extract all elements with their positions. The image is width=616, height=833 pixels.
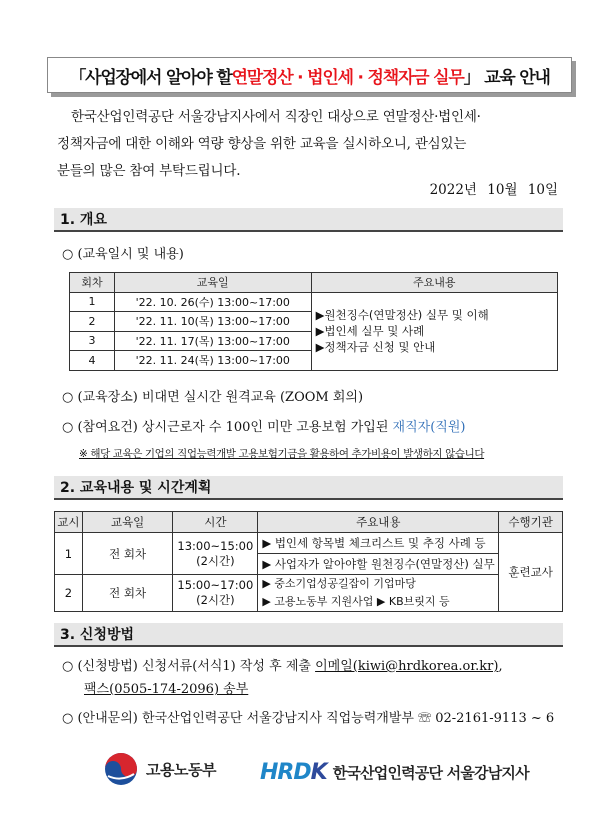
- schedule-label: ○ (교육일시 및 내용): [62, 247, 184, 262]
- apply-fax: 팩스(0505-174-2096) 송부: [84, 682, 249, 697]
- apply-text: ○ (신청방법) 신청서류(서식1) 작성 후 제출: [62, 659, 316, 674]
- header-day: 교육일: [82, 512, 173, 533]
- section-1-header: 1. 개요: [54, 208, 563, 232]
- header-content: 주요내용: [311, 273, 557, 293]
- hrdk-mark-left: HRD: [260, 760, 311, 785]
- moel-logo: [104, 752, 216, 786]
- schedule-table: [69, 272, 558, 371]
- round-date: '22. 11. 10(목) 13:00~17:00: [114, 312, 311, 332]
- content-item: ▶원천징수(연말정산) 실무 및 이해: [315, 308, 489, 322]
- time-duration: (2시간): [196, 593, 235, 607]
- table-row: [55, 575, 563, 612]
- header-time: 시간: [173, 512, 258, 533]
- agency-cell: 훈련교사: [499, 533, 563, 612]
- page-title: [47, 57, 572, 93]
- header-content: 주요내용: [258, 512, 499, 533]
- section-3-header: 3. 신청방법: [54, 623, 563, 647]
- eligibility-text: ○ (참여요건) 상시근로자 수 100인 미만 고용보험 가입된: [62, 420, 393, 435]
- section-2-header: 2. 교육내용 및 시간계획: [54, 476, 563, 500]
- period-content: [258, 533, 499, 575]
- content-item: ▶ 중소기업성공길잡이 기업마당: [262, 577, 416, 590]
- content-item: ▶법인세 실무 및 사례: [315, 324, 425, 338]
- hrdk-logo: [260, 760, 529, 785]
- period-number: 1: [55, 533, 83, 575]
- title-suffix: 」 교육 안내: [463, 67, 550, 88]
- round-date: '22. 10. 26(수) 13:00~17:00: [114, 292, 311, 312]
- intro-line-3: 분들의 많은 참여 부탁드립니다.: [57, 163, 241, 179]
- taegeuk-icon: [104, 752, 138, 786]
- content-item: ▶ 사업자가 알아야할 원천징수(연말정산) 실무: [258, 553, 498, 574]
- hrdk-mark: [260, 760, 327, 785]
- time-duration: (2시간): [196, 553, 235, 568]
- content-item: ▶정책자금 신청 및 안내: [315, 340, 436, 354]
- period-content: [258, 575, 499, 612]
- period-day: 전 회차: [82, 533, 173, 575]
- time-range: 13:00~15:00: [177, 538, 254, 553]
- round-number: 1: [70, 292, 115, 312]
- header-agency: 수행기관: [499, 512, 563, 533]
- round-number: 4: [70, 351, 115, 371]
- hrdk-mark-right: K: [310, 760, 327, 785]
- document-date: 2022년 10월 10일: [429, 182, 558, 198]
- apply-method: [62, 655, 503, 674]
- intro-line-1: 한국산업인력공단 서울강남지사에서 직장인 대상으로 연말정산·법인세·: [71, 109, 481, 125]
- intro-line-2: 정책자금에 대한 이해와 역량 향상을 위한 교육을 실시하오니, 관심있는: [57, 136, 467, 152]
- round-number: 2: [70, 312, 115, 332]
- table-row: [55, 533, 563, 575]
- period-time: [173, 575, 258, 612]
- round-number: 3: [70, 331, 115, 351]
- schedule-table-header: [70, 273, 558, 293]
- header-round: 회차: [70, 273, 115, 293]
- main-content-cell: [311, 292, 557, 370]
- apply-comma: ,: [498, 659, 503, 674]
- table-row: [70, 292, 558, 312]
- hrdk-name: 한국산업인력공단 서울강남지사: [332, 764, 529, 782]
- title-highlight: 연말정산 · 법인세 · 정책자금 실무: [231, 67, 464, 88]
- header-date: 교육일: [114, 273, 311, 293]
- inquiry-info: ○ (안내문의) 한국산업인력공단 서울강남지사 직업능력개발부 ☏ 02-2161-9113 ~ 6: [62, 711, 555, 726]
- period-time: [173, 533, 258, 575]
- curriculum-table-header: [55, 512, 563, 533]
- apply-email-link[interactable]: 이메일(kiwi@hrdkorea.or.kr): [315, 659, 499, 674]
- header-period: 교시: [55, 512, 83, 533]
- content-item: ▶ 법인세 항목별 체크리스트 및 추징 사례 등: [262, 536, 486, 550]
- period-day: 전 회차: [82, 575, 173, 612]
- round-date: '22. 11. 17(목) 13:00~17:00: [114, 331, 311, 351]
- title-prefix: 「사업장에서 알아야 할: [69, 67, 232, 88]
- intro-paragraph: [57, 104, 563, 185]
- time-range: 15:00~17:00: [177, 578, 254, 592]
- round-date: '22. 11. 24(목) 13:00~17:00: [114, 351, 311, 371]
- content-item: ▶ 고용노동부 지원사업 ▶ KB브릿지 등: [262, 595, 450, 608]
- eligibility: [62, 416, 465, 435]
- education-place: ○ (교육장소) 비대면 실시간 원격교육 (ZOOM 회의): [62, 390, 364, 405]
- eligibility-highlight: 재직자(직원): [392, 420, 466, 435]
- funding-note: ※ 해당 교육은 기업의 직업능력개발 고용보험기금을 활용하여 추가비용이 발생하지 않습니다: [79, 448, 485, 460]
- period-number: 2: [55, 575, 83, 612]
- curriculum-table: [54, 511, 563, 612]
- moel-name: 고용노동부: [146, 760, 216, 779]
